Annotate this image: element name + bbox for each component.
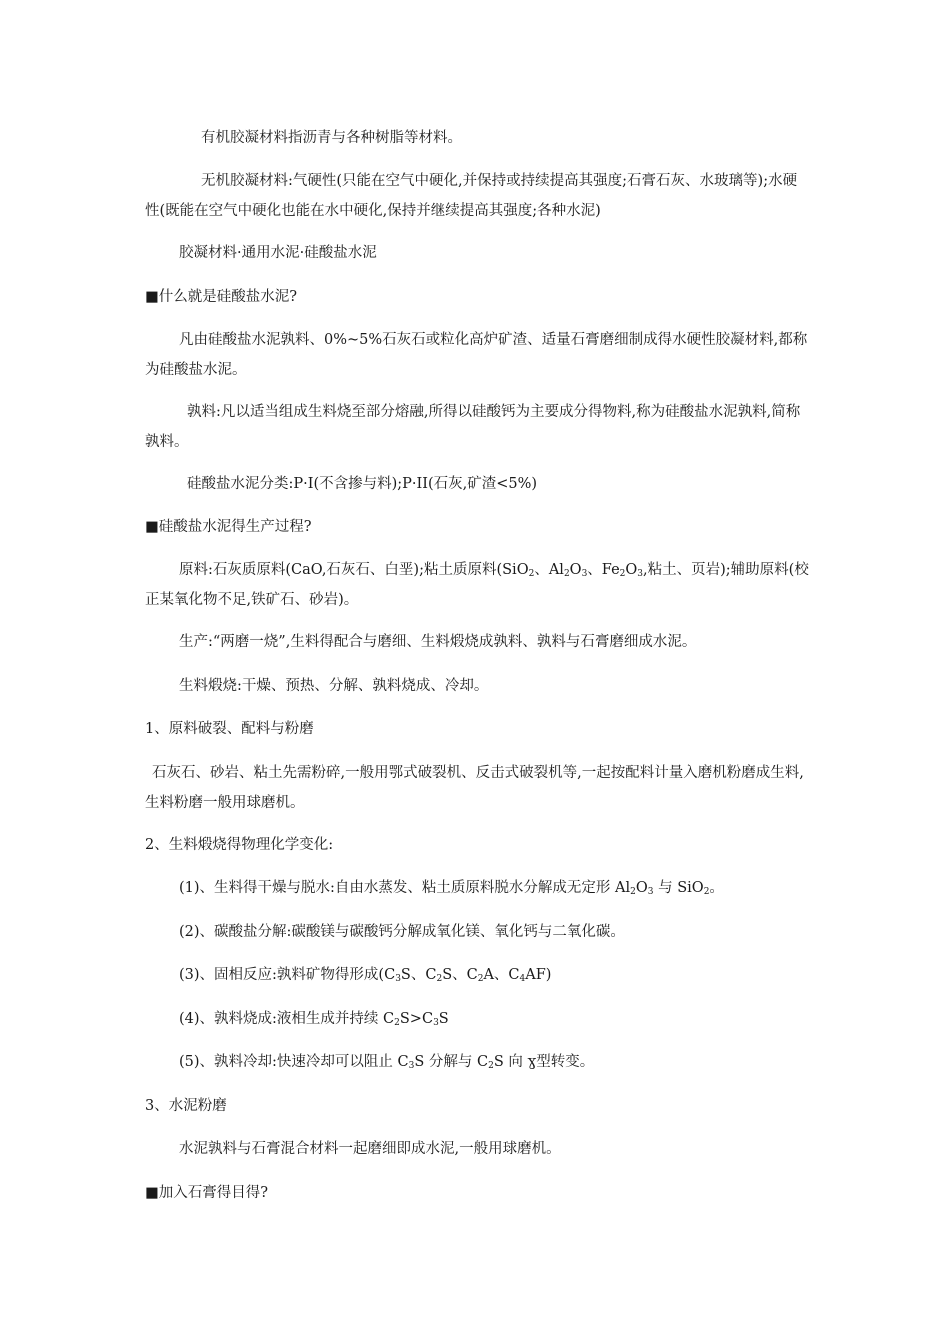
list-item-drying-dehydration: (1)、生料得干燥与脱水:自由水蒸发、粘土质原料脱水分解成无定形 $Al_2O_3$ 与 SiO$_2$。 [179, 880, 724, 897]
list-item-carbonate-decomposition: (2)、碳酸盐分解:碳酸镁与碳酸钙分解成氧化镁、氧化钙与二氧化碳。 [179, 924, 625, 940]
paragraph-portland-definition: 凡由硅酸盐水泥孰料、0%~5%石灰石或粒化高炉矿渣、适量石膏磨细制成得水硬性胶凝材料,都称为硅酸盐水泥。 [145, 332, 808, 378]
list-item-solid-phase-reaction: (3)、固相反应:孰料矿物得形成($C_3S$、$C_2S$、$C_2A$、$C_4AF$) [179, 967, 552, 984]
paragraph-crushing-grinding: 石灰石、砂岩、粘土先需粉碎,一般用鄂式破裂机、反击式破裂机等,一起按配料计量入磨机粉磨成生料,生料粉磨一般用球磨机。 [145, 765, 804, 811]
paragraph-cement-grinding: 水泥孰料与石膏混合材料一起磨细即成水泥,一般用球磨机。 [179, 1141, 561, 1157]
paragraph-inorganic-binders: 无机胶凝材料:气硬性(只能在空气中硬化,并保持或持续提高其强度;石膏石灰、水玻璃等);水硬性(既能在空气中硬化也能在水中硬化,保持并继续提高其强度;各种水泥) [145, 173, 798, 219]
section-heading-3: 3、水泥粉磨 [145, 1098, 227, 1114]
paragraph-calcination-steps: 生料煅烧:干燥、预热、分解、孰料烧成、冷却。 [179, 678, 489, 694]
heading-what-is-portland-cement: ■什么就是硅酸盐水泥? [145, 289, 297, 305]
heading-production-process: ■硅酸盐水泥得生产过程? [145, 519, 312, 535]
paragraph-organic-binders: 有机胶凝材料指沥青与各种树脂等材料。 [201, 130, 462, 146]
heading-gypsum-purpose: ■加入石膏得目得? [145, 1185, 268, 1201]
list-item-clinker-firing: (4)、孰料烧成:液相生成并持续 $C_2S>C_3S$ [179, 1011, 449, 1028]
section-heading-2: 2、生料煅烧得物理化学变化: [145, 837, 334, 853]
section-heading-1: 1、原料破裂、配料与粉磨 [145, 721, 314, 737]
paragraph-clinker-definition: 孰料:凡以适当组成生料烧至部分熔融,所得以硅酸钙为主要成分得物料,称为硅酸盐水泥孰料,简称孰料。 [145, 404, 801, 450]
paragraph-production: 生产:“两磨一烧”,生料得配合与磨细、生料煅烧成孰料、孰料与石膏磨细成水泥。 [179, 634, 697, 650]
paragraph-binder-categories: 胶凝材料·通用水泥·硅酸盐水泥 [179, 245, 377, 261]
paragraph-cement-classification: 硅酸盐水泥分类:P·I(不含掺与料);P·II(石灰,矿渣<5%) [187, 476, 538, 492]
list-item-clinker-cooling: (5)、孰料冷却:快速冷却可以阻止 $C_3S$ 分解与 $C_2S$ 向 ɣ型转变。 [179, 1054, 595, 1071]
paragraph-raw-materials: 原料:石灰质原料(CaO,石灰石、白垩);粘土质原料(SiO$_2$、$Al_2O_3$、$Fe_2O_3$,粘土、页岩);辅助原料(校正某氧化物不足,铁矿石、砂岩)。 [145, 562, 809, 608]
